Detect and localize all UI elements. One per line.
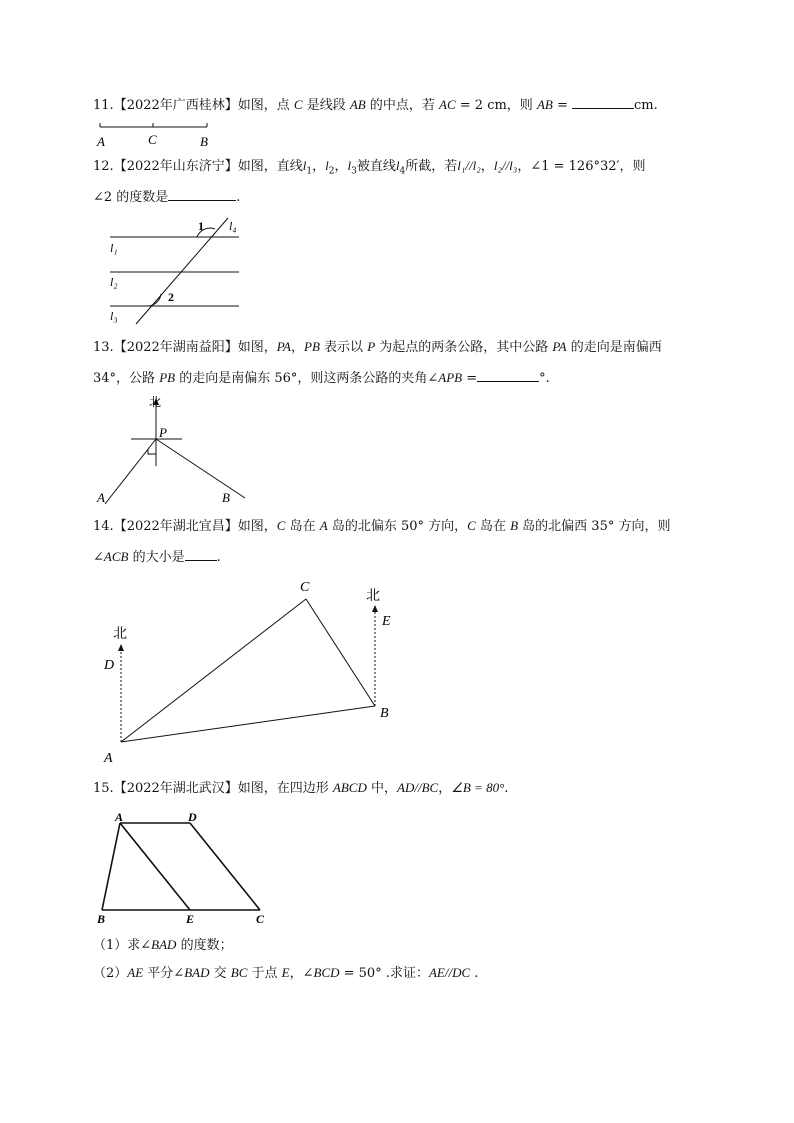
q15-text-part: 平分∠ — [143, 966, 185, 981]
q11-var: C — [293, 97, 303, 112]
q13-text-line2 — [93, 369, 550, 388]
q15-text-part: 的度数； — [176, 938, 233, 953]
q15-figure — [92, 806, 277, 928]
q13-text-part: ， — [291, 340, 305, 355]
q12-parallel-2: l₂//l₃ — [493, 158, 518, 173]
q15-label-B: B — [97, 912, 106, 926]
q15-text-part: 中， — [366, 781, 398, 796]
q15-var: AE//DC — [428, 965, 471, 980]
q13-road-PB — [156, 439, 245, 498]
q12-sub: 3 — [351, 166, 357, 177]
q13-label-north: 北 — [149, 395, 162, 409]
q11-number: 11. — [93, 98, 114, 113]
q12-label-l2: l₂ — [110, 275, 118, 289]
q11-source-tag: 【2022年广西桂林】 — [113, 98, 238, 113]
q12-line-l4 — [136, 218, 228, 324]
q11-var: AC — [439, 97, 456, 112]
q11-var: AB — [536, 97, 553, 112]
q12-text-line2 — [93, 188, 240, 207]
q14-source-tag: 【2022年湖北宜昌】 — [113, 519, 238, 534]
q15-label-E: E — [186, 912, 195, 926]
q14-label-E: E — [382, 614, 391, 629]
q15-label-C: C — [256, 912, 265, 926]
q14-text-part: 岛在 — [475, 519, 511, 534]
q12-source-tag: 【2022年山东济宁】 — [113, 159, 238, 174]
q13-var: PA — [276, 339, 292, 354]
q12-var: l — [325, 158, 329, 173]
q15-segment-AB — [102, 823, 120, 910]
q13-text-part: = — [462, 371, 478, 386]
q13-text-part: 的走向是南偏西 — [566, 340, 662, 355]
q15-subquestion-1 — [93, 936, 233, 955]
q11-text-part: = 2 cm，则 — [455, 98, 537, 113]
q12-figure — [102, 212, 252, 327]
q14-label-C: C — [300, 580, 310, 595]
q13-label-A: A — [97, 490, 105, 505]
q12-label-l3: l₃ — [110, 309, 118, 323]
q14-label-B: B — [380, 706, 389, 721]
q13-source-tag: 【2022年湖南益阳】 — [113, 340, 238, 355]
q13-text-part: 表示以 — [319, 340, 368, 355]
q11-label-A: A — [97, 134, 105, 149]
q14-text-part: ∠ — [93, 550, 104, 565]
q14-label-A: A — [104, 751, 113, 766]
q15-label-A: A — [115, 810, 124, 824]
q12-sub: 2 — [328, 166, 335, 177]
q13-angle-mark — [148, 449, 156, 454]
q12-var: l — [347, 158, 352, 173]
q12-text — [93, 157, 645, 181]
q11-text — [93, 96, 658, 115]
q12-label-l1: l₁ — [110, 241, 118, 255]
q15-source-tag: 【2022年湖北武汉】 — [113, 781, 238, 796]
q13-text-part: 的走向是南偏东 56°，则这两条公路的夹角∠ — [175, 371, 439, 386]
q15-angle-B: ∠B = 80° — [451, 780, 505, 795]
q13-text-part: 34°，公路 — [93, 371, 160, 386]
q12-text-part: ，则 — [619, 159, 646, 174]
q13-number: 13. — [93, 340, 114, 355]
q12-number: 12. — [93, 159, 114, 174]
q15-subquestion-2 — [93, 964, 478, 983]
q15-var: BAD — [151, 937, 177, 952]
q13-var: APB — [438, 370, 463, 385]
q15-text-part: . — [504, 781, 509, 796]
q12-sub: 1 — [306, 166, 313, 177]
q12-text-part: 被直线 — [356, 159, 396, 174]
q12-sub: 4 — [399, 166, 406, 177]
q13-var: P — [367, 339, 376, 354]
q14-segment-CB — [306, 599, 375, 706]
q12-label-l4: l₄ — [229, 219, 237, 233]
q14-text-part: 岛的北偏东 50° 方向， — [327, 519, 468, 534]
q14-answer-blank[interactable] — [185, 548, 217, 561]
q15-var: AE — [127, 965, 144, 980]
q11-var: AB — [349, 97, 366, 112]
q11-text-part: 如图，点 — [237, 98, 294, 113]
q11-text-part: = — [552, 98, 568, 113]
q13-text-part: 为起点的两条公路，其中公路 — [375, 340, 553, 355]
q15-var: BC — [230, 965, 248, 980]
q13-label-P: P — [159, 425, 167, 440]
q11-figure — [95, 118, 215, 150]
q15-number: 15. — [93, 781, 114, 796]
q15-var: BCD — [313, 965, 340, 980]
q12-text-part: ， — [517, 159, 531, 174]
q11-label-B: B — [200, 134, 208, 149]
q14-var: C — [467, 518, 476, 533]
q14-var: A — [319, 518, 328, 533]
q14-var: ACB — [103, 549, 129, 564]
q12-text-part: ， — [480, 159, 494, 174]
q13-text — [93, 338, 662, 357]
q15-text-part: ， — [438, 781, 452, 796]
q14-text — [93, 517, 670, 536]
q13-var: PB — [159, 370, 176, 385]
q11-label-C: C — [148, 132, 157, 147]
q14-var: B — [510, 518, 519, 533]
q14-text-part: . — [216, 550, 221, 565]
q14-figure — [95, 572, 405, 772]
q14-north-arrow-B-icon — [372, 605, 378, 612]
q14-label-north-B: 北 — [366, 589, 380, 604]
q14-text-part: 如图， — [237, 519, 277, 534]
q15-text — [93, 779, 508, 798]
q15-text-part: . — [470, 966, 479, 981]
q12-text-part: 如图，直线 — [237, 159, 303, 174]
q15-text-part: 如图，在四边形 — [237, 781, 333, 796]
q12-text-part: ， — [312, 159, 326, 174]
q12-text-part: . — [236, 190, 241, 205]
q12-var: l — [302, 158, 307, 173]
q11-text-part: 是线段 — [302, 98, 350, 113]
q15-text-part: 交 — [209, 966, 231, 981]
q15-text-part: = 50° .求证： — [339, 966, 429, 981]
q12-text-part: ∠2 的度数是 — [93, 190, 169, 205]
q14-text-part: 的大小是 — [128, 550, 185, 565]
q14-label-north-A: 北 — [113, 627, 127, 642]
q15-text-part: ，∠ — [289, 966, 314, 981]
q14-segment-AB — [121, 706, 375, 742]
q15-text-part: （2） — [93, 966, 128, 981]
q12-angle-arc-2 — [149, 294, 161, 306]
q14-segment-AC — [121, 599, 306, 742]
q12-text-part: 所截，若 — [405, 159, 458, 174]
q15-label-D: D — [188, 810, 197, 824]
q11-unit: cm. — [634, 98, 658, 113]
q15-segment-DC — [190, 823, 260, 910]
q12-parallel-1: l₁//l₂ — [457, 158, 481, 173]
q14-label-D: D — [104, 658, 115, 673]
q14-text-part: 岛在 — [285, 519, 320, 534]
q15-segment-AE — [120, 823, 190, 910]
q14-north-arrow-A-icon — [118, 644, 124, 651]
q13-text-part: 如图， — [237, 340, 277, 355]
q11-answer-blank[interactable] — [572, 96, 634, 109]
q13-figure — [90, 392, 255, 507]
q12-label-2: 2 — [168, 290, 174, 304]
q14-number: 14. — [93, 519, 114, 534]
q14-text-line2 — [93, 548, 221, 567]
q15-text-part: 于点 — [247, 966, 282, 981]
q13-var: PA — [552, 339, 567, 354]
q13-label-B: B — [222, 490, 230, 505]
q12-answer-blank[interactable] — [168, 188, 236, 201]
q14-text-part: 岛的北偏西 35° 方向，则 — [518, 519, 671, 534]
q14-var: C — [276, 518, 286, 533]
q12-text-part: ， — [334, 159, 348, 174]
q15-var: E — [281, 965, 290, 980]
q15-var: BAD — [184, 965, 210, 980]
q15-text-part: （1）求∠ — [93, 938, 152, 953]
q12-label-1: 1 — [198, 219, 204, 233]
q15-parallel: AD//BC — [397, 780, 439, 795]
q12-angle-1: ∠1 = 126°32′ — [530, 159, 620, 174]
q13-var: PB — [304, 339, 320, 354]
q13-road-PA — [105, 439, 156, 504]
q13-answer-blank[interactable] — [477, 369, 539, 382]
q13-text-part: °. — [539, 371, 550, 386]
q11-text-part: 的中点，若 — [365, 98, 440, 113]
q15-var: ABCD — [332, 780, 367, 795]
q12-var: l — [395, 158, 400, 173]
